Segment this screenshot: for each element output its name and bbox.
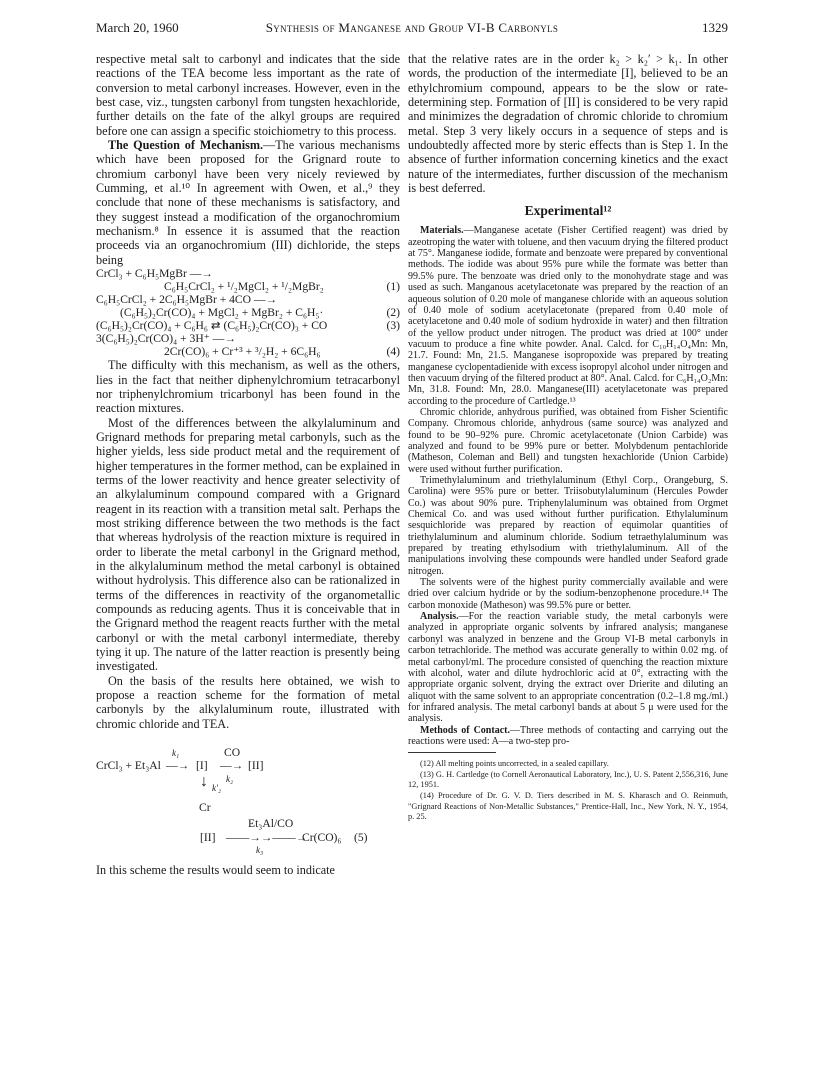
paragraph: that the relative rates are in the order k₂ > k₂′ > k₁. In other words, the production of the intermediate [I], believed to be an ethylchromium compound, appears to be the slow or rate-determining step. Formation of [II] is considered to be very rapid and minimizes the degradation of chromic chloride to chromium metal. Step 3 very likely occurs in a sequence of steps and is undoubtedly affected more by steric effects than is Step 1. In the absence of further information concerning kinetics and the exact nature of the intermediates, further discussion of the mechanism is best deferred. <box>408 52 728 196</box>
subhead: Analysis. <box>420 611 459 623</box>
equation-1-line1: CrCl₃ + C₆H₅MgBr —→ <box>96 267 213 281</box>
paragraph-text: —Three methods of contacting and carrying out the reactions were used: A—a two-step pro- <box>408 724 728 747</box>
scheme-arrow: —→ <box>220 759 244 773</box>
footnote-13: (13) G. H. Cartledge (to Cornell Aeronautical Laboratory, Inc.), U. S. Patent 2,556,316, June 12, 1951. <box>408 769 728 790</box>
scheme-cr: Cr <box>199 801 211 815</box>
paragraph: Trimethylaluminum and triethylaluminum (Ethyl Corp., Orangeburg, S. Carolina) were 95% pure or better. Triisobutylaluminum (Hercules Powder Co.) was about 90% pure. Triphenylaluminum was obtained from Orgmet Chemical Co. and was used without further purification. Ethylaluminum sesquichloride was prepared by reaction of equimolar quantities of triethylaluminum and aluminum chloride. Sodium tetraethylaluminum was prepared by treating ethylsodium with triethylaluminum. All of the manipulations involving these compounds were handled under Seaford grade nitrogen. <box>408 475 728 577</box>
paragraph: Most of the differences between the alkylaluminum and Grignard methods for preparing metal carbonyls, such as the higher yields, less side product metal and the requirement of higher temperatures in the former method, can be explained in terms of the lower reactivity and hence greater selectivity of an alkylaluminum compound compared with a Grignard reagent in its reaction with a transition metal salt. Perhaps the most striking difference between the two methods is the fact that whereas hydrolysis of the reaction mixture is required in order to liberate the metal carbonyl in the Grignard method, in the alkylaluminum method the metal carbonyl is obtained without hydrolysis. This difference also can be rationalized in terms of the differences in reactivity of the organometallic compounds as reducing agents. Thus it is conceivable that in the Grignard method the reagent reacts further with the metal carbonyl or with the metal carbonyl intermediate, thereby tying it up. The nature of the latter reaction is presently being investigated. <box>96 415 400 674</box>
subhead: The Question of Mechanism. <box>108 138 264 153</box>
paragraph: The difficulty with this mechanism, as well as the others, lies in the fact that neither diphenylchromium tetracarbonyl nor triphenylchromium tricarbonyl has been found in the reaction mixtures. <box>96 358 400 416</box>
scheme-etal: Et₃Al/CO <box>248 817 294 831</box>
header-date: March 20, 1960 <box>96 20 179 35</box>
equation-number: (2) <box>386 306 400 320</box>
equation-number: (5) <box>354 831 368 845</box>
paragraph: respective metal salt to carbonyl and indicates that the side reactions of the TEA become less important as the rate of conversion to metal carbonyl increases. However, even in the best case, viz., tungsten carbonyl from tungsten hexachloride, further details on the fate of the alkyl groups are required before one can assign a specific stoichiometry to this process. <box>96 52 400 138</box>
equation-number: (4) <box>386 345 400 359</box>
paragraph-text: —For the reaction variable study, the metal carbonyls were analyzed in appropriate organic solvents by infrared analysis; manganese carbonyl was analyzed in benzene and the Group VI-B metal carbonyls in carbon tetrachloride. The method was accurate generally to within 0.02 mg. of metal carbonyl/ml. The procedure consisted of quenching the reaction mixture with alcohol, water and dilute hydrochloric acid at 0°, extracting with the appropriate organic solvent, drying the extract over Drierite and diluting an aliquot with the same solvent to an appropriate concentration (0.2–1.8 mg./ml.) for infrared analysis. The metal carbonyl bands at about 5 μ were used for the analysis. <box>408 611 728 725</box>
paragraph: On the basis of the results here obtained, we wish to propose a reaction scheme for the formation of metal carbonyls by the alkylaluminum route, illustrated with chromic chloride and TEA. <box>96 673 400 731</box>
equation-number: (3) <box>386 319 400 333</box>
left-column <box>96 52 400 877</box>
paragraph: In this scheme the results would seem to indicate <box>96 863 335 878</box>
scheme-intermediate-1: [I] <box>196 759 208 773</box>
scheme-ii: [II] <box>200 831 216 845</box>
subhead: Materials. <box>420 225 464 237</box>
page-number: 1329 <box>702 20 728 35</box>
equation-text: 2Cr(CO)₆ + Cr⁺³ + ³/₂H₂ + 6C₆H₆ <box>164 345 321 359</box>
equation-number: (1) <box>386 280 400 294</box>
equation-2-line1: C₆H₅CrCl₂ + 2C₆H₅MgBr + 4CO —→ <box>96 293 278 307</box>
equation-4-line1: 3(C₆H₅)₂Cr(CO)₄ + 3H⁺ —→ <box>96 332 236 346</box>
scheme-arrow: —→ <box>166 759 190 773</box>
equation-text: (C₆H₅)₂Cr(CO)₄ + C₆H₆ ⇄ (C₆H₅)₂Cr(CO)₃ + CO <box>96 319 328 333</box>
paragraph-analysis <box>408 611 728 724</box>
scheme-arrow: ——→→——→ <box>226 831 308 845</box>
equation-2-line2 <box>96 306 400 319</box>
scheme-down-arrow: ↓ <box>200 773 208 791</box>
paragraph-contact <box>408 725 728 748</box>
scheme-product: Cr(CO)₆ <box>302 831 342 845</box>
paragraph: Chromic chloride, anhydrous purified, was obtained from Fisher Scientific Company. Chromous chloride, anhydrous (same source) was analyzed and found to be 90–92% pure. Chromic acetylacetonate (Union Carbide) was analyzed and found to be 99% pure or better. Molybdenum pentachloride (Matheson, Coleman and Bell) and tungsten hexachloride (Union Carbide) were used without further purification. <box>408 406 728 475</box>
equation-text: C₆H₅CrCl₂ + ¹/₂MgCl₂ + ¹/₂MgBr₂ <box>164 280 324 294</box>
scheme-k2: k₂ <box>226 774 234 785</box>
running-header <box>96 20 728 38</box>
reaction-scheme <box>96 731 400 856</box>
scheme-reactants: CrCl₃ + Et₃Al <box>96 759 161 773</box>
right-column <box>408 52 728 823</box>
footnote-rule <box>408 752 496 753</box>
scheme-co: CO <box>224 746 241 760</box>
section-heading: Experimental¹² <box>524 203 612 219</box>
paragraph-text: —The various mechanisms which have been proposed for the Grignard route to chromium carbonyl have been very nicely reviewed by Cumming, et al.¹⁰ In agreement with Owen, et al.,⁹ they conclude that none of these mechanisms is satisfactory, and they suggest instead a modification of the organochromium mechanism.⁸ In essence it is assumed that the reaction proceeds via an organochromium (III) dichloride, the steps being <box>96 138 401 267</box>
paragraph-materials <box>408 225 728 407</box>
equation-text: (C₆H₅)₂Cr(CO)₄ + MgCl₂ + MgBr₂ + C₆H₅· <box>120 306 324 320</box>
scheme-intermediate-2: [II] <box>248 759 264 773</box>
header-title: Synthesis of Manganese and Group VI-B Carbonyls <box>265 20 559 35</box>
scheme-k1: k₁ <box>172 748 180 759</box>
scheme-k3: k₃ <box>256 845 264 856</box>
paragraph-text: —Manganese acetate (Fisher Certified reagent) was dried by azeotroping the water with toluene, and then vacuum drying the filtered product at 75°. Manganese iodide, formate and benzoate were prepared by conventional methods. The iodide was about 95% pure while the formate was better than 99.5% pure. The benzoate was dried only to the monohydrate stage and was used as such. Manganous acetylacetonate was prepared by the reaction of an aqueous solution of 0.20 mole of manganese chloride with an aqueous solution of 0.40 mole of sodium acetylacetonate (prepared from 0.40 mole of acetylacetone and 0.40 mole of sodium hydroxide in water) and then filtration of the yellow product under nitrogen. The product was dried at 100° under vacuum to produce a fine white powder. Anal. Calcd. for C₁₀H₁₄O₄Mn: Mn, 21.7. Found: Mn, 21.5. Manganese isopropoxide was prepared by treating manganese cyclopentadienide with excess isopropyl alcohol under nitrogen and then vacuum drying of the filtered product at 80°. Anal. Calcd. for C₆H₁₄O₂Mn: Mn, 31.8. Found: Mn, 28.0. Manganese(III) acetylacetonate was prepared according to the procedure of Cartledge.¹³ <box>408 225 728 407</box>
paragraph-mechanism <box>96 138 400 267</box>
equation-3 <box>96 319 400 332</box>
footnote-12: (12) All melting points uncorrected, in a sealed capillary. <box>420 759 609 769</box>
paragraph: The solvents were of the highest purity commercially available and were dried over calcium hydride or by the sodium-benzophenone procedure.¹⁴ The carbon monoxide (Matheson) was 99.5% pure or better. <box>408 577 728 611</box>
equation-4-line2 <box>96 345 400 358</box>
scheme-k2-prime: k′₂ <box>212 783 222 794</box>
subhead: Methods of Contact. <box>420 724 510 736</box>
equation-1-line2 <box>96 280 400 293</box>
footnote-14: (14) Procedure of Dr. G. V. D. Tiers described in M. S. Kharasch and O. Reinmuth, "Grignard Reactions of Non-Metallic Substances," Prentice-Hall, Inc., New York, N. Y., 1954, p. 25. <box>408 791 728 822</box>
